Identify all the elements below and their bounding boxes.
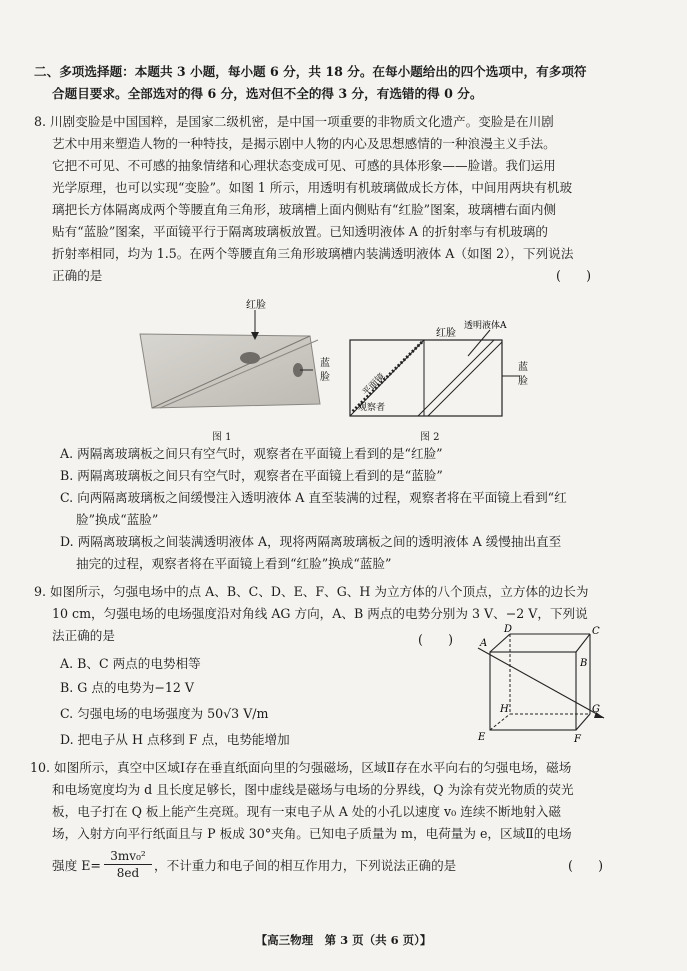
q10-formula-numerator: 3mv₀²: [104, 848, 152, 865]
q10-answer-bracket: ( ): [568, 858, 604, 873]
fig2-red-face-label: 红脸: [436, 328, 456, 339]
fig2-mirror-label: 平面镜: [361, 371, 388, 399]
partition-1: [418, 340, 494, 416]
q8-option-d-cont: 抽完的过程，观察者将在平面镜上看到“红脸”换成“蓝脸”: [76, 556, 392, 571]
fig1-blue-face-label-1: 蓝: [320, 358, 330, 369]
q10-line-1: 10. 如图所示，真空中区域Ⅰ存在垂直纸面向里的匀强磁场，区域Ⅱ存在水平向右的匀强电场，磁场: [30, 760, 572, 775]
q9-answer-bracket: ( ): [418, 632, 454, 647]
q8-line-6: 贴有“蓝脸”图案，平面镜平行于隔离玻璃板放置。已知透明液体 A 的折射率与有机玻璃的: [52, 224, 548, 239]
fig1-caption: 图 1: [212, 432, 232, 443]
cube-label-a: A: [480, 638, 488, 649]
page-footer: 【高三物理 第 3 页（共 6 页）】: [255, 933, 432, 947]
cube-hidden-edge-3: [490, 714, 510, 730]
red-face-mark: [240, 352, 260, 364]
cube-front-face: [490, 652, 576, 730]
cube-label-f: F: [574, 734, 581, 745]
q10-formula-denominator: 8ed: [116, 866, 140, 880]
section-heading-line-1: 二、多项选择题：本题共 3 小题，每小题 6 分，共 18 分。在每小题给出的四个选项中，有多项符: [34, 64, 587, 79]
q8-line-1: 8. 川剧变脸是中国国粹，是国家二级机密，是中国一项重要的非物质文化遗产。变脸是在川剧: [34, 114, 554, 129]
q8-line-5: 璃把长方体隔离成两个等腰直角三角形，玻璃槽上面内侧贴有“红脸”图案，玻璃槽右面内侧: [52, 202, 557, 217]
q9-line-3: 法正确的是: [52, 628, 115, 643]
partition-2: [428, 342, 502, 416]
cube-edge-f-g: [576, 714, 590, 730]
q8-option-b: B. 两隔离玻璃板之间只有空气时，观察者在平面镜上看到的是“蓝脸”: [60, 468, 443, 483]
fig2-blue-face-label-1: 蓝: [518, 362, 528, 373]
q9-option-d: D. 把电子从 H 点移到 F 点，电势能增加: [60, 732, 290, 747]
cube-label-g: G: [592, 704, 600, 715]
q9-option-c: C. 匀强电场的电场强度为 50√3 V/m: [60, 706, 269, 721]
fig2-blue-face-label-2: 脸: [518, 376, 528, 387]
q10-line-4: 场，入射方向平行纸面且与 P 板成 30°夹角。已知电子质量为 m，电荷量为 e，区域Ⅱ的电场: [52, 826, 572, 841]
liquid-pointer: [468, 330, 490, 356]
q8-option-a: A. 两隔离玻璃板之间只有空气时，观察者在平面镜上看到的是“红脸”: [60, 446, 443, 461]
q10-line-2: 和电场宽度均为 d 且长度足够长，图中虚线是磁场与电场的分界线，Q 为涂有荧光物质的荧光: [52, 782, 574, 797]
glass-box-shape: [140, 334, 320, 408]
cube-edge-b-c: [576, 634, 590, 652]
q8-line-7: 折射率相同，均为 1.5。在两个等腰直角三角形玻璃槽内装满透明液体 A（如图 2），下列说法: [52, 246, 574, 261]
section-heading-line-2: 合题目要求。全部选对的得 6 分，选对但不全的得 3 分，有选错的得 0 分。: [52, 86, 483, 101]
q8-figure-1: [130, 296, 330, 422]
q10-formula-fraction: [104, 848, 152, 881]
cube-label-c: C: [592, 626, 600, 637]
q9-cube-figure: [476, 624, 616, 748]
q8-option-c: C. 向两隔离玻璃板之间缓慢注入透明液体 A 直至装满的过程，观察者将在平面镜上看到“红: [60, 490, 567, 505]
q9-option-a: A. B、C 两点的电势相等: [60, 656, 201, 671]
cube-edge-a-d: [490, 634, 510, 652]
q9-option-b: B. G 点的电势为−12 V: [60, 680, 194, 695]
q10-formula-prefix: 强度 E=: [52, 858, 101, 873]
fig2-liquid-label: 透明液体A: [464, 321, 507, 331]
fig2-caption: 图 2: [420, 432, 440, 443]
cube-label-e: E: [478, 732, 486, 743]
q8-line-2: 艺术中用来塑造人物的一种特技，是揭示剧中人物的内心及思想感情的一种浪漫主义手法。: [52, 136, 556, 151]
fig2-observer-label: 观察者: [358, 403, 386, 413]
q8-answer-bracket: ( ): [556, 268, 592, 283]
cube-label-b: B: [580, 658, 588, 669]
q8-line-4: 光学原理，也可以实现“变脸”。如图 1 所示，用透明有机玻璃做成长方体，中间用两块有机玻: [52, 180, 573, 195]
fig1-blue-face-label-2: 脸: [320, 372, 330, 383]
q8-line-8: 正确的是: [52, 268, 103, 283]
q10-line-3: 板，电子打在 Q 板上能产生亮斑。现有一束电子从 A 处的小孔以速度 v₀ 连续不断地射入磁: [52, 804, 561, 819]
q8-option-c-cont: 脸”换成“蓝脸”: [76, 512, 159, 527]
q10-formula-suffix: ，不计重力和电子间的相互作用力，下列说法正确的是: [154, 858, 457, 873]
cube-label-h: H: [500, 704, 509, 715]
q8-option-d: D. 两隔离玻璃板之间装满透明液体 A，现将两隔离玻璃板之间的透明液体 A 缓慢抽出直至: [60, 534, 562, 549]
fig1-red-face-label: 红脸: [246, 300, 266, 311]
q9-line-2: 10 cm，匀强电场的电场强度沿对角线 AG 方向，A、B 两点的电势分别为 3 V、−2 V，下列说: [52, 606, 588, 621]
q8-figure-2: [344, 300, 534, 420]
q8-line-3: 它把不可见、不可感的抽象情绪和心理状态变成可见、可感的具体形象——脸谱。我们运用: [52, 158, 556, 173]
cube-label-d: D: [504, 624, 513, 635]
q9-line-1: 9. 如图所示，匀强电场中的点 A、B、C、D、E、F、G、H 为立方体的八个顶点，立方体的边长为: [34, 584, 589, 599]
